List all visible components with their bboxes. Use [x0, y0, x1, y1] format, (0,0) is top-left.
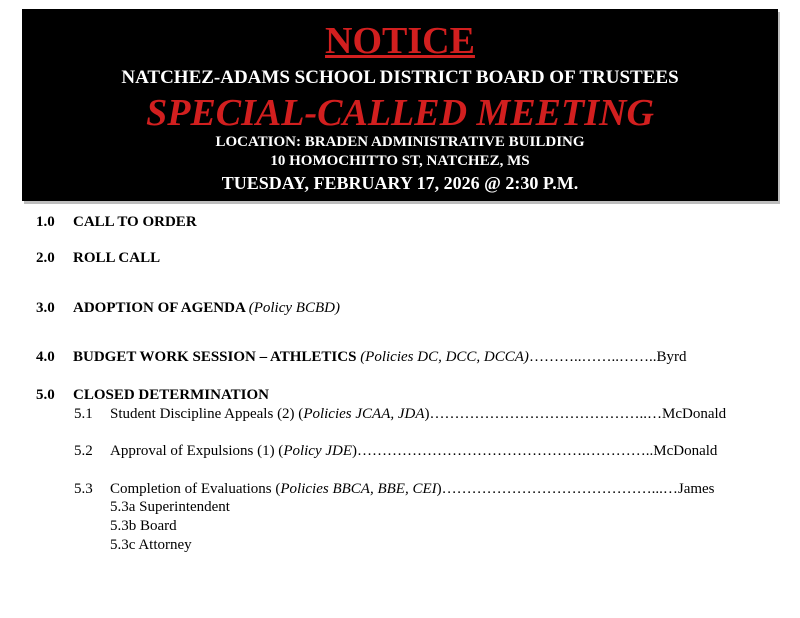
- notice-title: NOTICE: [325, 20, 475, 62]
- subitem-text-line: [110, 441, 717, 461]
- meeting-type: SPECIAL-CALLED MEETING: [146, 92, 654, 134]
- agenda-item-number: 4.0: [36, 349, 55, 365]
- subitem-leader: ……………………………………..…McDonald: [429, 406, 727, 422]
- agenda-item-title: ROLL CALL: [73, 250, 161, 266]
- subitem-policy: Policy JDE: [283, 443, 353, 459]
- location-line-1: LOCATION: BRADEN ADMINISTRATIVE BUILDING: [215, 134, 585, 150]
- subitem-close: ): [436, 481, 442, 497]
- agenda-item-title: ADOPTION OF AGENDA: [73, 300, 245, 316]
- agenda-item-number: 2.0: [36, 250, 55, 266]
- subitem-number: 5.1: [74, 406, 93, 422]
- agenda-item-title-line: [73, 347, 686, 367]
- subitem-leader: ……………………………………...…James: [441, 481, 715, 497]
- subitem-policy: Policies BBCA, BBE, CEI: [280, 481, 437, 497]
- sub-subitem-5-3b: 5.3b Board: [110, 518, 177, 534]
- subitem-text-line: [110, 479, 715, 499]
- subitem-text: Approval of Expulsions (1) (: [110, 443, 284, 459]
- subitem-close: ): [352, 443, 358, 459]
- meeting-date-time: TUESDAY, FEBRUARY 17, 2026 @ 2:30 P.M.: [221, 173, 579, 193]
- sub-subitem-5-3a: 5.3a Superintendent: [110, 499, 230, 515]
- location-line-2: 10 HOMOCHITTO ST, NATCHEZ, MS: [270, 153, 530, 169]
- agenda-item-policy: (Policies DC, DCC, DCCA): [360, 349, 529, 365]
- subitem-text-line: [110, 404, 726, 424]
- agenda-item-number: 5.0: [36, 387, 55, 403]
- subitem-number: 5.2: [74, 443, 93, 459]
- subitem-number: 5.3: [74, 481, 93, 497]
- subitem-policy: Policies JCAA, JDA: [303, 406, 425, 422]
- agenda-item-title: CALL TO ORDER: [73, 214, 197, 230]
- agenda-item-number: 3.0: [36, 300, 55, 316]
- district-name: NATCHEZ-ADAMS SCHOOL DISTRICT BOARD OF TRUSTEES: [121, 67, 679, 88]
- subitem-close: ): [424, 406, 430, 422]
- agenda-item-title: CLOSED DETERMINATION: [73, 387, 270, 403]
- sub-subitem-5-3c: 5.3c Attorney: [110, 537, 192, 553]
- agenda-item-policy: (Policy BCBD): [248, 300, 340, 316]
- agenda-item-title: BUDGET WORK SESSION – ATHLETICS: [73, 349, 357, 365]
- agenda-item-number: 1.0: [36, 214, 55, 230]
- subitem-leader: ……………………………………….…………..McDonald: [357, 443, 718, 459]
- subitem-text: Completion of Evaluations (: [110, 481, 281, 497]
- agenda-item-title-line: [73, 298, 340, 318]
- agenda-item-leader: ………..……..……..Byrd: [528, 349, 687, 365]
- subitem-text: Student Discipline Appeals (2) (: [110, 406, 304, 422]
